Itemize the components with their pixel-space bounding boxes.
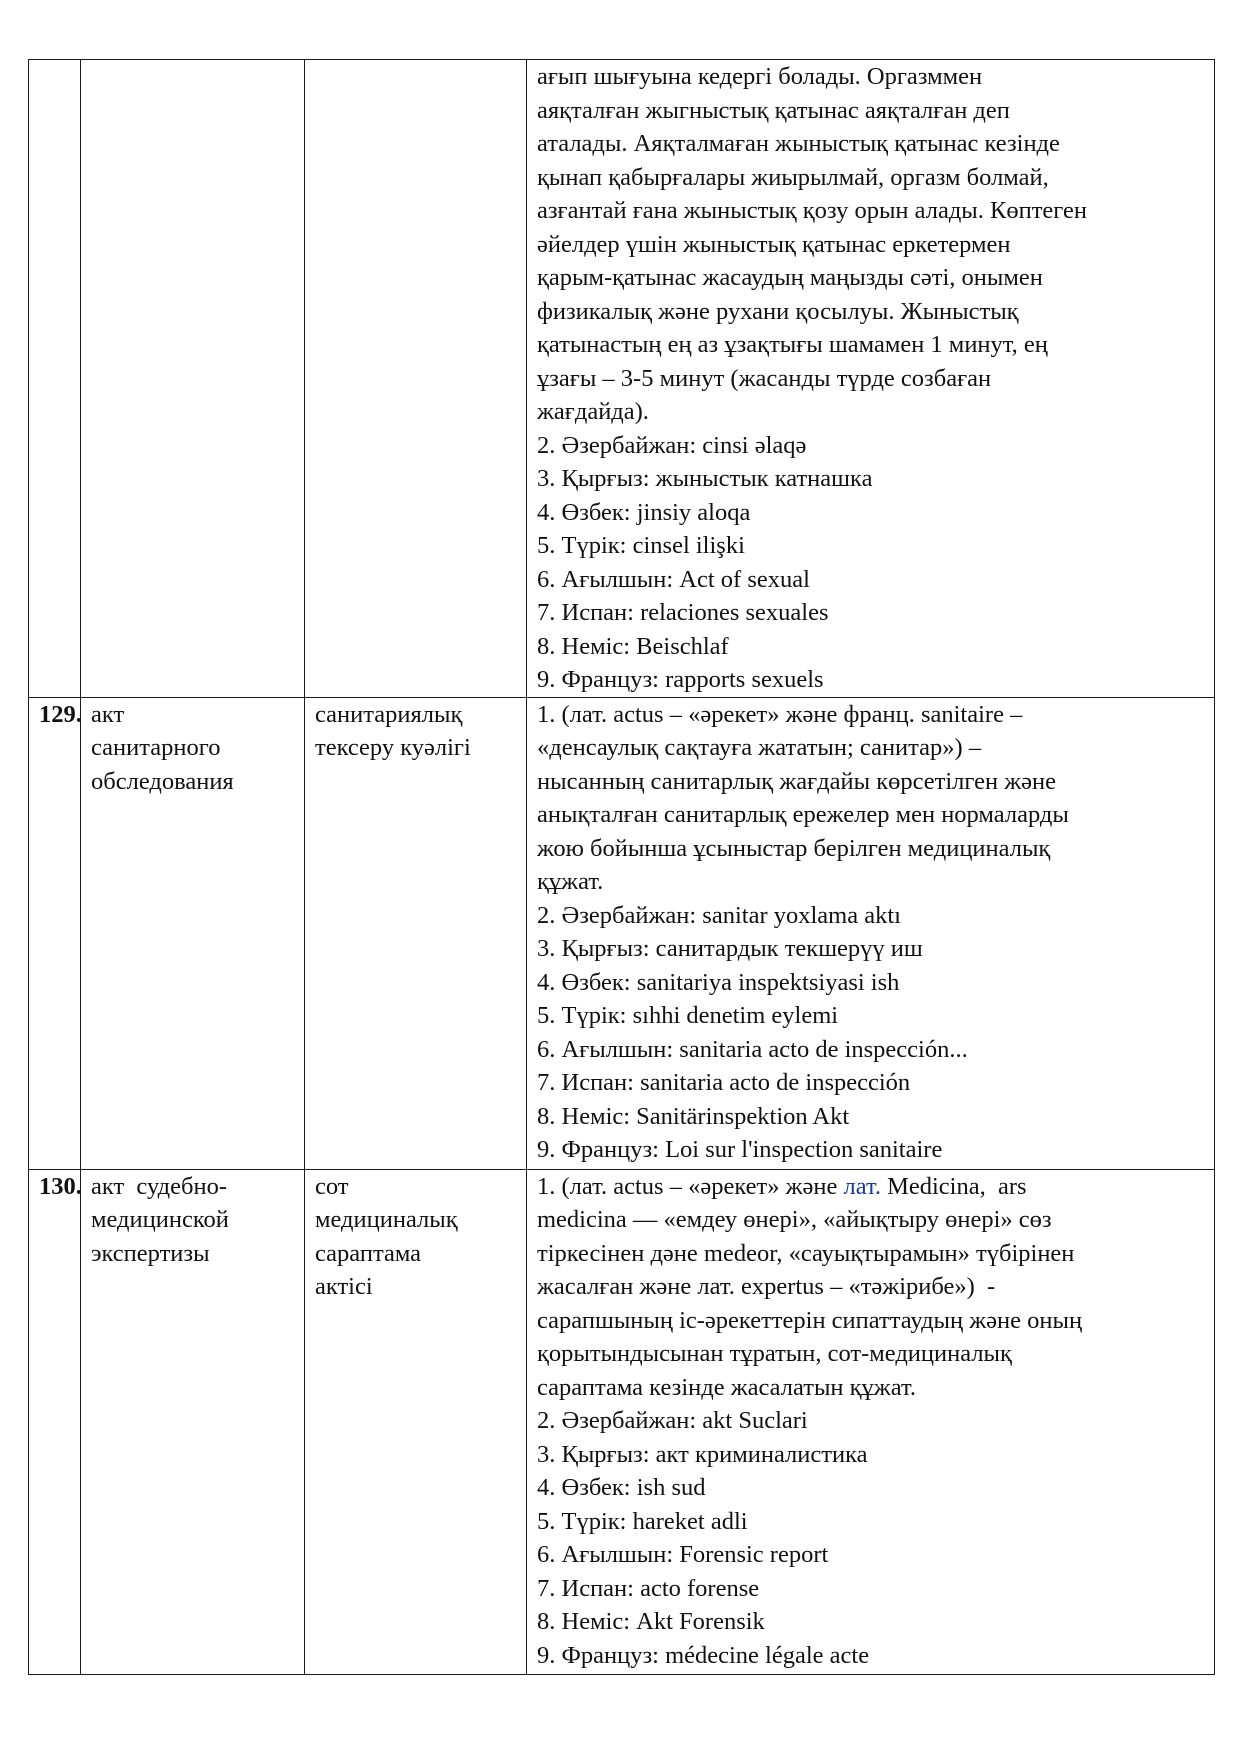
definition-line: ағып шығуына кедергі болады. Оргазммен — [537, 63, 983, 90]
dictionary-page — [28, 59, 1215, 1675]
definition-line: әйелдер үшін жыныстық қатынас еркетермен — [537, 230, 1011, 258]
term-line: обследования — [91, 767, 234, 795]
term-line: акт судебно- — [91, 1172, 227, 1200]
definition-text: 1. (лат. actus – «әрекет» және — [537, 1172, 844, 1200]
translation-german: 8. Неміс: Akt Forensik — [537, 1608, 765, 1635]
term-line: акт — [91, 700, 125, 728]
term-line: медициналық — [315, 1206, 458, 1233]
definition-line: сарапшының іс-әрекеттерін сипаттаудың және оның — [537, 1306, 1083, 1334]
definition-line: сараптама кезінде жасалатын құжат. — [537, 1373, 916, 1401]
entry-number — [29, 60, 81, 698]
latin-link[interactable]: лат. — [843, 1172, 881, 1200]
definition-line: қынап қабырғалары жиырылмай, оргазм болмай, — [537, 163, 1049, 191]
definition-line: аталады. Аяқталмаған жыныстық қатынас кезінде — [537, 130, 1060, 157]
definition-line: medicina — «емдеу өнері», «айықтыру өнері» сөз — [537, 1206, 1052, 1233]
term-line: сараптама — [315, 1239, 422, 1267]
definition-line: қорытындысынан тұратын, сот-медициналық — [537, 1340, 1012, 1367]
definition-line: жасалған және лат. expertus – «тәжірибе») - — [537, 1273, 996, 1300]
table-row — [29, 60, 1215, 698]
definition-line: физикалық және рухани қосылуы. Жыныстық — [537, 297, 1019, 325]
definition-line: нысанның санитарлық жағдайы көрсетілген және — [537, 767, 1057, 795]
translation-german: 8. Неміс: Beischlaf — [537, 632, 729, 660]
term-line: экспертизы — [91, 1239, 210, 1267]
definition-line: жою бойынша ұсыныстар берілген медициналық — [537, 834, 1051, 862]
translation-english: 6. Ағылшын: Act of sexual — [537, 565, 810, 593]
term-kazakh — [305, 697, 527, 1169]
translation-azerbaijani: 2. Әзербайжан: cinsi əlaqə — [537, 431, 807, 459]
term-line: санитарного — [91, 734, 221, 761]
term-line: санитариялық — [315, 700, 463, 728]
definition-line: ұзағы – 3-5 минут (жасанды түрде созбаған — [537, 364, 992, 392]
definition-line: қатынастың ең аз ұзақтығы шамамен 1 минут, ең — [537, 331, 1048, 358]
translation-spanish: 7. Испан: acto forense — [537, 1574, 760, 1602]
translation-spanish: 7. Испан: sanitaria acto de inspección — [537, 1069, 911, 1096]
definition-line: анықталған санитарлық ережелер мен нормаларды — [537, 801, 1069, 828]
translation-uzbek: 4. Өзбек: sanitariya inspektsiyasi ish — [537, 968, 900, 996]
entry-number: 129. — [29, 697, 81, 1169]
definition-line: «денсаулық сақтауға жататын; санитар») – — [537, 734, 982, 761]
term-russian — [81, 60, 305, 698]
translation-turkish: 5. Түрік: sıhhi denetim eylemi — [537, 1002, 839, 1029]
translation-uzbek: 4. Өзбек: jinsiy aloqa — [537, 498, 751, 526]
term-kazakh — [305, 1169, 527, 1674]
definition-line: аяқталған жыгныстық қатынас аяқталған деп — [537, 96, 1010, 124]
definition-line: азғантай ғана жыныстық қозу орын алады. Көптеген — [537, 197, 1088, 224]
translation-french: 9. Француз: médecine légale acte — [537, 1641, 870, 1669]
table-row — [29, 697, 1215, 1169]
translation-french: 9. Француз: rapports sexuels — [537, 666, 824, 693]
entry-definition — [527, 1169, 1215, 1674]
entry-definition — [527, 60, 1215, 698]
term-russian — [81, 697, 305, 1169]
translation-turkish: 5. Түрік: hareket adli — [537, 1507, 748, 1535]
definition-line: жағдайда). — [537, 398, 649, 425]
translation-kyrgyz: 3. Қырғыз: жыныстык катнашка — [537, 465, 873, 492]
translation-azerbaijani: 2. Әзербайжан: akt Suclari — [537, 1407, 808, 1434]
term-line: сот — [315, 1172, 349, 1200]
translation-english: 6. Ағылшын: sanitaria acto de inspección... — [537, 1035, 968, 1063]
term-kazakh — [305, 60, 527, 698]
entry-definition — [527, 697, 1215, 1169]
definition-line — [537, 1170, 1206, 1204]
translation-turkish: 5. Түрік: cinsel ilişki — [537, 532, 745, 559]
translation-french: 9. Француз: Loi sur l'inspection sanitaire — [537, 1136, 943, 1163]
translation-azerbaijani: 2. Әзербайжан: sanitar yoxlama aktı — [537, 901, 901, 929]
definition-line: 1. (лат. actus – «әрекет» және франц. sanitaire – — [537, 700, 1023, 728]
definition-line: қарым-қатынас жасаудың маңызды сәті, онымен — [537, 264, 1043, 291]
entry-number: 130. — [29, 1169, 81, 1674]
translation-kyrgyz: 3. Қырғыз: санитардык текшерүү иш — [537, 935, 923, 962]
translation-german: 8. Неміс: Sanitärinspektion Akt — [537, 1102, 850, 1130]
term-line: актісі — [315, 1273, 373, 1300]
translation-uzbek: 4. Өзбек: ish sud — [537, 1474, 706, 1501]
definition-line: тіркесінен дәне medeor, «сауықтырамын» түбірінен — [537, 1239, 1075, 1267]
translation-kyrgyz: 3. Қырғыз: акт криминалистика — [537, 1440, 868, 1468]
definition-line: құжат. — [537, 868, 604, 895]
dictionary-table — [28, 59, 1215, 1675]
translation-spanish: 7. Испан: relaciones sexuales — [537, 599, 829, 626]
term-russian — [81, 1169, 305, 1674]
term-line: тексеру куәлігі — [315, 734, 471, 761]
term-line: медицинской — [91, 1206, 229, 1233]
translation-english: 6. Ағылшын: Forensic report — [537, 1541, 829, 1568]
table-row — [29, 1169, 1215, 1674]
definition-text: Medicina, ars — [880, 1172, 1027, 1200]
